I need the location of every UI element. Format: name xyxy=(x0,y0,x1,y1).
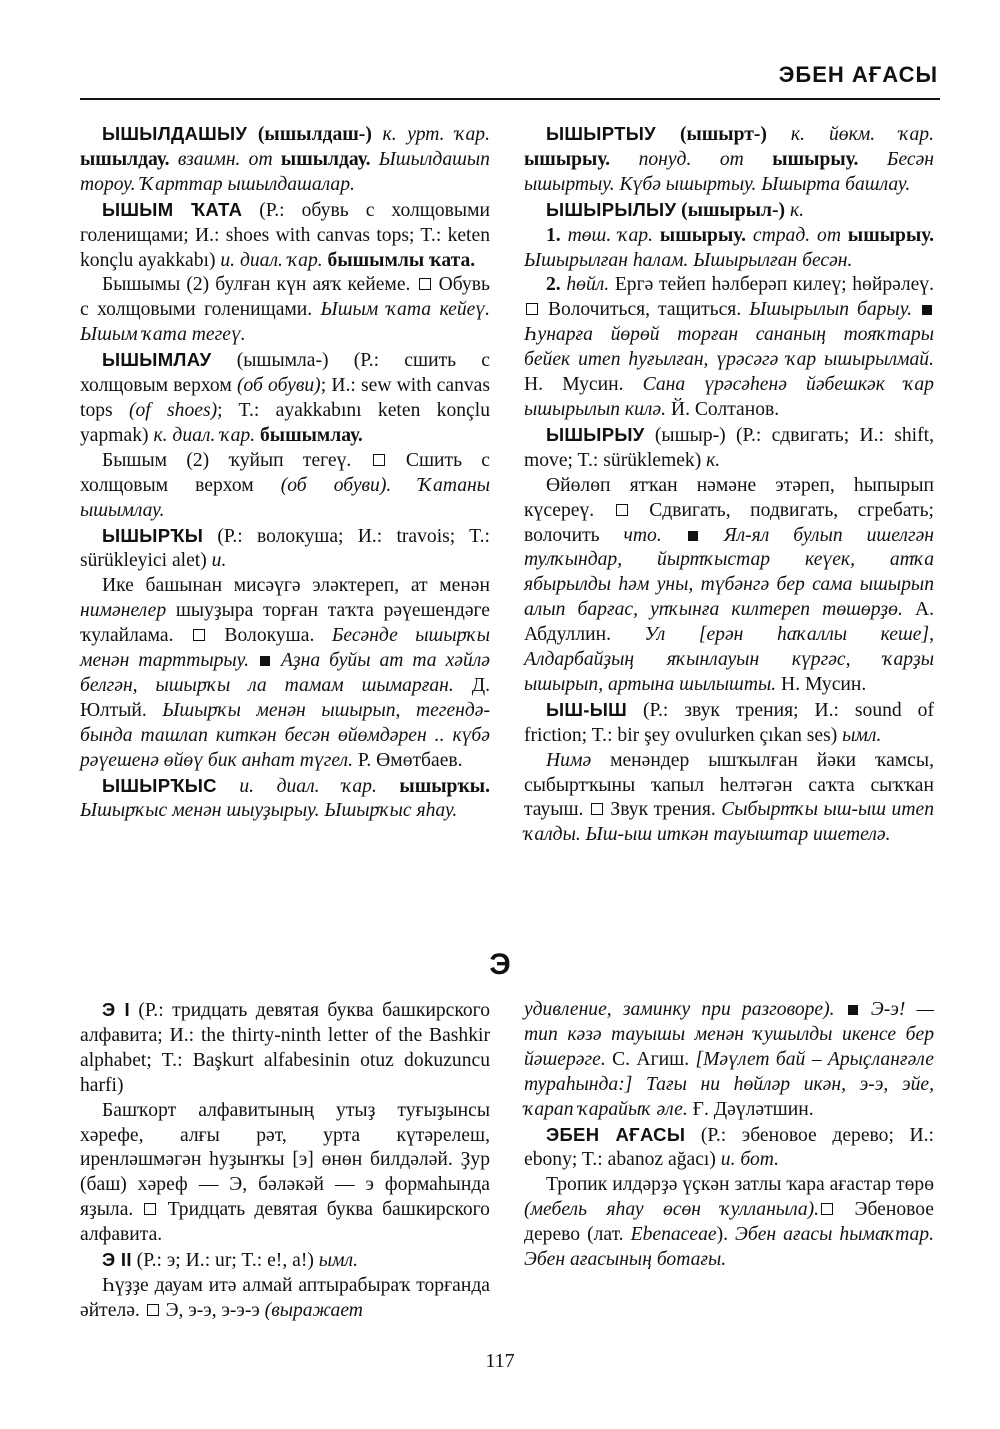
quotation-author: Н. Мусин. xyxy=(776,673,867,695)
open-square-icon xyxy=(821,1203,833,1215)
open-square-icon xyxy=(144,1203,156,1215)
black-square-icon xyxy=(688,531,698,541)
entry-ysh-ysh xyxy=(524,698,934,749)
open-square-icon xyxy=(526,303,538,315)
definition-text: Тропик илдәрҙә үҫкән затлы ҡара ағастар төрө xyxy=(546,1174,934,1196)
entry-yshyrtyu xyxy=(524,122,934,198)
entry-translations: (ышымла-) (Р.: сшить с холщовым верхом xyxy=(80,350,490,397)
headword: ЫШЫМ ҠАТА xyxy=(102,198,243,220)
headword: ЫШЫЛДАШЫУ xyxy=(102,123,248,144)
entry-definition xyxy=(80,273,490,348)
entry-e-2 xyxy=(80,1248,490,1274)
entry-label: к. урт. ҡар. xyxy=(382,124,490,145)
entry-stem: (ышырыл-) xyxy=(676,199,790,221)
entry-eben-agasy xyxy=(524,1123,934,1174)
entry-example: Эбен ағасы һымаҡтар. Эбен ағасының ботағы. xyxy=(524,1224,934,1271)
entry-definition xyxy=(524,749,934,849)
definition-italic: удивление, заминку при разговоре). xyxy=(524,999,846,1020)
entry-translations: (ышыр-) (Р.: сдвигать; И.: shift, move; T.: sürüklemek) xyxy=(524,424,934,471)
entry-example: Ышылдашып тороу. Ҡарттар ышылдашалар. xyxy=(80,148,490,195)
open-square-icon xyxy=(147,1304,159,1316)
entry-label: к. xyxy=(706,449,721,471)
definition-text: менәндер ышҡылған йәки ҡамсы, сыбыртҡыны ҡапыл һелтәгән саҡта сыҡҡан тауыш. xyxy=(524,749,934,821)
entry-translations: (Р.: э; И.: ur; T.: e!, a!) xyxy=(131,1250,319,1272)
quotation-author: Ғ. Дәүләтшин. xyxy=(687,1098,814,1120)
entry-definition xyxy=(524,474,934,698)
sense-number: 2. xyxy=(546,274,561,296)
entry-label: и. бот. xyxy=(720,1149,780,1171)
entry-definition xyxy=(80,1099,490,1248)
right-column-bottom xyxy=(524,998,934,1273)
entry-example: Сыбыртҡы ыш-ыш итеп ҡалды. Ыш-ыш иткән тауыштар ишетелә. xyxy=(524,799,934,846)
entry-note: (об обуви) xyxy=(236,375,321,397)
entry-ref: бышымлы ҡата. xyxy=(322,249,476,271)
entry-translations: (Р.: звук трения; И.: sound of friction; T.: bir şey ovulurken çıkan ses) xyxy=(524,699,934,746)
left-column-bottom xyxy=(80,998,490,1324)
quotation: Сана үрәсәһенә йәбешкәк ҡар ышырылып килә. xyxy=(524,374,934,420)
entry-example: Бесәнде ышырҡы менән тарттырыу. xyxy=(80,625,490,672)
entry-yshyldashyu xyxy=(80,122,490,198)
entry-ref: ышылдау. xyxy=(80,148,178,170)
definition-text: Ергә тейеп һәлберәп килеү; һөйрәлеү. xyxy=(609,274,934,296)
definition-ru: Сшить с холщовым верхом xyxy=(80,449,490,496)
open-square-icon xyxy=(193,629,205,641)
entry-label: төш. ҡар. xyxy=(560,224,653,246)
right-column-top xyxy=(524,122,934,848)
entry-label: һөйл. xyxy=(560,274,610,296)
entry-label: ымл. xyxy=(842,724,882,746)
entry-note: (of shoes) xyxy=(128,399,218,421)
definition-ru: Э, э-э, э-э-э xyxy=(160,1299,265,1321)
page-number: 117 xyxy=(485,1350,515,1372)
headword: Э II xyxy=(102,1249,132,1271)
entry-definition xyxy=(80,449,490,524)
sense-2 xyxy=(524,273,934,422)
quotation: Ышырҡы менән ышырып, тегендә-бында ташлап киткән бесән өйөмдәрен .. күбә рәүешенә өйөү бик анһат түгел. xyxy=(80,699,490,771)
black-square-icon xyxy=(260,656,270,666)
headword: ЫШЫРҠЫ xyxy=(102,524,204,546)
headword: ЫШЫРТЫУ xyxy=(546,123,656,144)
quotation-author: Р. Өмөтбаев. xyxy=(353,749,463,771)
definition-italic: нимәнелер xyxy=(80,600,167,622)
definition-ru: Звук трения. xyxy=(604,799,722,821)
headword: ЫШЫМЛАУ xyxy=(102,349,212,371)
entry-label: к. xyxy=(789,199,805,221)
entry-translations: (Р.: эбеновое дерево; И.: ebony; T.: abanoz ağacı) xyxy=(524,1124,934,1171)
quotation: Аҙна буйы ат та хәйлә белгән, ышырҡы ла тамам шымарған. xyxy=(80,650,491,696)
entry-continuation xyxy=(524,998,934,1123)
definition-ru: Волокуша. xyxy=(206,625,332,647)
letter-section-heading: Э xyxy=(489,948,511,981)
entry-ref: ышырыу. xyxy=(841,224,934,246)
headword: ЫШЫРЫУ xyxy=(546,423,645,445)
definition-italic: Нимә xyxy=(546,749,592,771)
black-square-icon xyxy=(848,1005,858,1015)
entry-e-1 xyxy=(80,998,490,1099)
entry-label: страд. от xyxy=(752,224,841,246)
entry-example: Ышырылып барыу. xyxy=(749,299,921,321)
entry-stem: (ышырт-) xyxy=(655,124,791,145)
entry-note: (об обуви). xyxy=(280,474,392,496)
definition-text: Һүҙҙе дауам итә алмай аптырабыраҡ торғанда әйтелә. xyxy=(80,1274,490,1321)
headword: ЫШ-ЫШ xyxy=(546,698,628,720)
definition-text: шыуҙыра торған таҡта рәүешендәге ҡулайлама. xyxy=(80,600,490,647)
definition-ru: Эбеновое дерево (лат. xyxy=(524,1199,934,1246)
entry-translations: ; И.: sew with canvas tops xyxy=(80,375,490,421)
quotation: Һунарға йөрөй торған сананың тояҡтары бейек итеп һуғылған, үрәсәгә ҡар ышырылмай. xyxy=(524,324,934,371)
entry-label: ымл. xyxy=(318,1250,358,1272)
headword: ЫШЫРЫЛЫУ xyxy=(546,198,677,220)
entry-example: Ышырылған һалам. Ышырылған бесән. xyxy=(524,249,853,271)
entry-translations: (Р.: тридцать девятая буква башкирского алфавита; И.: the thirty-ninth letter of the Bashkir alphabet; T.: Başkurt alfabesinin otuz dokuzuncu harfi) xyxy=(80,1000,490,1096)
definition-text: Башҡорт алфавитының утыҙ туғыҙынсы хәрефе, алғы рәт, урта күтәрелеш, иренләшмәгән һуҙынҡы [э] өнөн билдәләй. Ҙур (баш) хәреф — Э, бәләкәй — э формаһында яҙыла. xyxy=(80,1099,490,1221)
entry-ref: ышырыу. xyxy=(743,148,887,170)
entry-translations: ; T.: ayakkabını keten konçlu yapmak) xyxy=(80,399,490,446)
entry-definition xyxy=(80,574,490,773)
quotation-author: Д. Юлтый. xyxy=(80,674,490,721)
entry-ref: бышымлау. xyxy=(255,424,363,446)
entry-definition xyxy=(80,1274,490,1324)
entry-ref: ышырыу. xyxy=(524,148,639,170)
definition-italic: (мебель яһау өсөн ҡулланыла). xyxy=(524,1199,820,1221)
entry-ref: ышырҡы. xyxy=(376,775,490,797)
entry-example: Ышым ҡата кейеү. Ышым ҡата тегеү. xyxy=(80,299,491,346)
quotation-author: Н. Мусин. xyxy=(524,374,643,396)
headword: ЭБЕН АҒАСЫ xyxy=(546,1123,686,1145)
quotation-author: С. Агиш. xyxy=(605,1048,696,1070)
entry-label: взаимн. от xyxy=(177,148,273,170)
entry-label: понуд. от xyxy=(638,148,744,170)
definition-italic: что. xyxy=(623,524,686,546)
open-square-icon xyxy=(373,454,385,466)
sense-1 xyxy=(524,224,934,274)
open-square-icon xyxy=(616,504,628,516)
entry-yshyryu xyxy=(524,423,934,474)
definition-ru: ). xyxy=(716,1224,736,1246)
headword: Э I xyxy=(102,999,130,1020)
entry-example: Бесән ышыртыу. Күбә ышыртыу. Ышырта башлау. xyxy=(524,148,934,195)
open-square-icon xyxy=(419,278,431,290)
entry-label: и. xyxy=(211,550,227,572)
entry-translations: (Р.: обувь с холщовыми голенищами; И.: shoes with canvas tops; T.: keten konçlu ayakkabı) xyxy=(80,199,490,271)
entry-translations: (Р.: волокуша; И.: travois; T.: sürükleyici alet) xyxy=(80,525,490,572)
definition-ru: Сдвигать, подвигать, сгребать; волочить xyxy=(524,499,935,546)
open-square-icon xyxy=(591,803,603,815)
entry-yshyrky xyxy=(80,524,490,575)
definition-text: Бышым (2) ҡуйып тегеү. xyxy=(102,449,371,471)
entry-example: Ышырҡыс менән шыуҙырыу. Ышырҡыс яһау. xyxy=(80,800,458,822)
quotation: Ул [ерән һаҡаллы кеше], Алдарбайҙың яҡынлауын күргәс, ҡарҙы ышырып, артына шылышты. xyxy=(524,624,934,695)
entry-label: к. диал. ҡар. xyxy=(153,424,256,446)
definition-ru: Обувь с холщовыми голенищами. xyxy=(80,274,490,321)
entry-label: и. диал. ҡар. xyxy=(216,775,377,797)
entry-example: Ҡатаны ышымлау. xyxy=(80,474,490,521)
entry-ref: ышырыу. xyxy=(653,224,753,246)
entry-yshyrkys xyxy=(80,774,490,825)
quotation: [Мәүлет бай – Арыҫланғәле тураһында:] Тағы ни һөйләр икән, э-э, эйе, ҡарап ҡарайыҡ әле. xyxy=(524,1048,934,1120)
definition-text: Бышымы (2) булған күн аяҡ кейеме. xyxy=(102,274,417,296)
entry-stem: (ышылдаш-) xyxy=(247,124,383,145)
definition-text: Ике башынан мисәүгә эләктереп, ат менән xyxy=(102,575,490,597)
definition-ru: Тридцать девятая буква башкирского алфавита. xyxy=(80,1199,490,1246)
definition-ru: Волочиться, тащиться. xyxy=(540,299,750,321)
latin-name: Ebenaceae xyxy=(630,1224,717,1246)
entry-ref: ышылдау. xyxy=(272,148,379,170)
entry-yshymlau xyxy=(80,348,490,449)
quotation: Ял-ял булып ишелгән тулҡындар, йыртҡыстар кеүек, атҡа ябырылды һәм уны, түбәнгә бер сама ышырып алып барғас, упҡынға килтереп төшөрҙө. xyxy=(524,524,935,621)
left-column-top xyxy=(80,122,490,824)
running-head: ЭБЕН АҒАСЫ xyxy=(778,62,938,87)
entry-yshym-kata xyxy=(80,198,490,274)
black-square-icon xyxy=(922,305,932,315)
entry-yshyrylyu xyxy=(524,198,934,224)
headword: ЫШЫРҠЫС xyxy=(102,774,217,796)
definition-text: Өйөлөп ятҡан нәмәне этәреп, һыпырып күсереү. xyxy=(524,474,934,521)
entry-definition xyxy=(524,1173,934,1273)
sense-number: 1. xyxy=(546,224,561,246)
header-rule xyxy=(80,98,940,100)
quotation: Э-э! — тип кәзә тауышы менән ҡушылды икенсе бер йәшерәге. xyxy=(524,999,934,1070)
definition-italic: (выражает xyxy=(264,1299,363,1321)
quotation-author: Й. Солтанов. xyxy=(666,398,780,420)
entry-label: к. йөкм. ҡар. xyxy=(790,124,934,145)
quotation-author: А. Абдуллин. xyxy=(524,599,935,646)
entry-label: и. диал. ҡар. xyxy=(220,249,323,271)
